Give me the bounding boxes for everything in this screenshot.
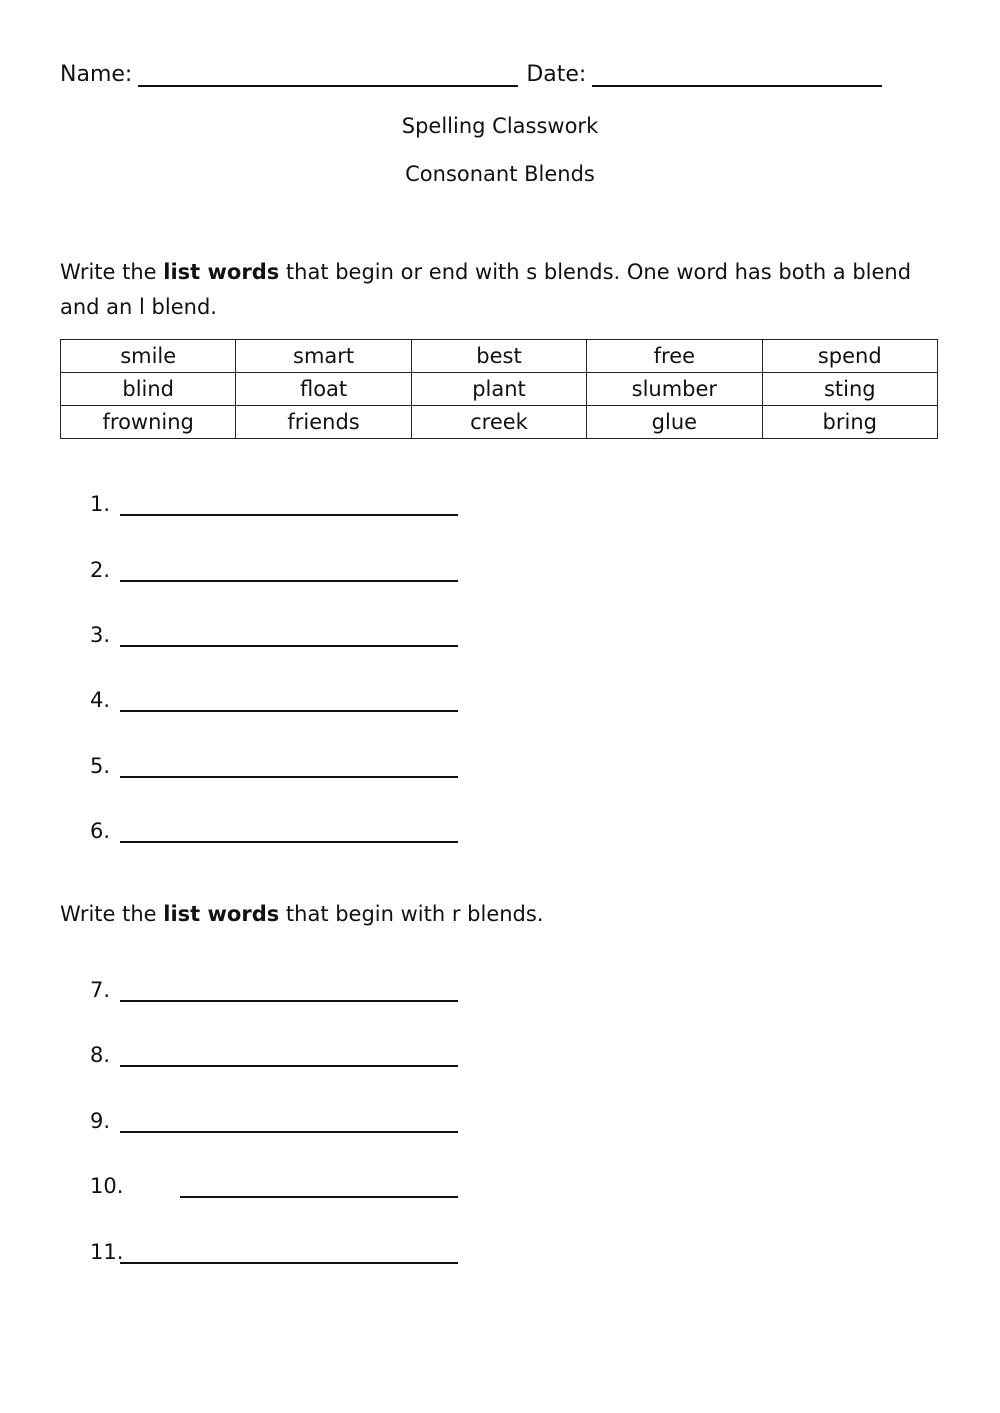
instruction-text: Write the xyxy=(60,902,164,926)
answer-number: 7. xyxy=(90,978,111,1002)
instruction-r-blends xyxy=(60,897,920,932)
answer-line-3 xyxy=(90,623,458,647)
answer-line-2 xyxy=(90,558,458,582)
answer-line-10 xyxy=(90,1174,458,1198)
table-cell: plant xyxy=(411,373,586,406)
worksheet-title: Spelling Classwork xyxy=(401,114,599,138)
instruction-bold: list words xyxy=(163,902,280,926)
instruction-text: that begin with r blends. xyxy=(279,902,544,926)
answer-blank[interactable] xyxy=(120,492,458,516)
answer-line-5 xyxy=(90,754,458,778)
answer-blank[interactable] xyxy=(120,819,458,843)
answer-line-9 xyxy=(90,1109,458,1133)
answer-number: 8. xyxy=(90,1043,111,1067)
answer-number: 2. xyxy=(90,558,111,582)
table-row xyxy=(61,406,938,439)
table-row xyxy=(61,340,938,373)
answer-line-8 xyxy=(90,1043,458,1067)
table-cell: creek xyxy=(411,406,586,439)
table-cell: blind xyxy=(61,373,236,406)
instruction-text: Write the xyxy=(60,260,164,284)
answer-line-7 xyxy=(90,978,458,1002)
table-cell: bring xyxy=(762,406,937,439)
table-cell: spend xyxy=(762,340,937,373)
table-cell: slumber xyxy=(587,373,762,406)
answer-blank[interactable] xyxy=(120,978,458,1002)
date-label: Date: xyxy=(526,62,587,87)
name-label: Name: xyxy=(60,62,133,87)
answer-blank[interactable] xyxy=(180,1174,458,1198)
name-field-line[interactable] xyxy=(138,63,518,87)
header-row xyxy=(60,62,890,87)
answer-line-6 xyxy=(90,819,458,843)
table-cell: float xyxy=(236,373,411,406)
answer-line-4 xyxy=(90,688,458,712)
answer-number: 5. xyxy=(90,754,111,778)
instruction-s-blends xyxy=(60,255,920,325)
table-cell: frowning xyxy=(61,406,236,439)
answer-blank[interactable] xyxy=(120,623,458,647)
table-cell: smile xyxy=(61,340,236,373)
answer-blank[interactable] xyxy=(120,1043,458,1067)
table-row xyxy=(61,373,938,406)
table-cell: best xyxy=(411,340,586,373)
table-cell: friends xyxy=(236,406,411,439)
answer-number: 3. xyxy=(90,623,111,647)
table-cell: glue xyxy=(587,406,762,439)
answer-blank[interactable] xyxy=(120,1109,458,1133)
answer-number: 1. xyxy=(90,492,111,516)
worksheet-subtitle: Consonant Blends xyxy=(405,162,595,186)
instruction-bold: list words xyxy=(163,260,280,284)
answer-line-11 xyxy=(90,1240,458,1264)
answer-blank[interactable] xyxy=(120,1240,458,1264)
answer-line-1 xyxy=(90,492,458,516)
answer-blank[interactable] xyxy=(120,558,458,582)
date-field-line[interactable] xyxy=(592,63,882,87)
answer-number: 4. xyxy=(90,688,111,712)
table-cell: sting xyxy=(762,373,937,406)
answer-number: 9. xyxy=(90,1109,111,1133)
table-cell: smart xyxy=(236,340,411,373)
answer-number: 6. xyxy=(90,819,111,843)
word-list-table xyxy=(60,339,938,439)
answer-number: 10. xyxy=(90,1174,124,1198)
answer-number: 11. xyxy=(90,1240,124,1264)
answer-blank[interactable] xyxy=(120,688,458,712)
table-cell: free xyxy=(587,340,762,373)
answer-blank[interactable] xyxy=(120,754,458,778)
instruction-text: that begin or end with s blends. One word has both a blend and an l blend. xyxy=(60,260,912,319)
